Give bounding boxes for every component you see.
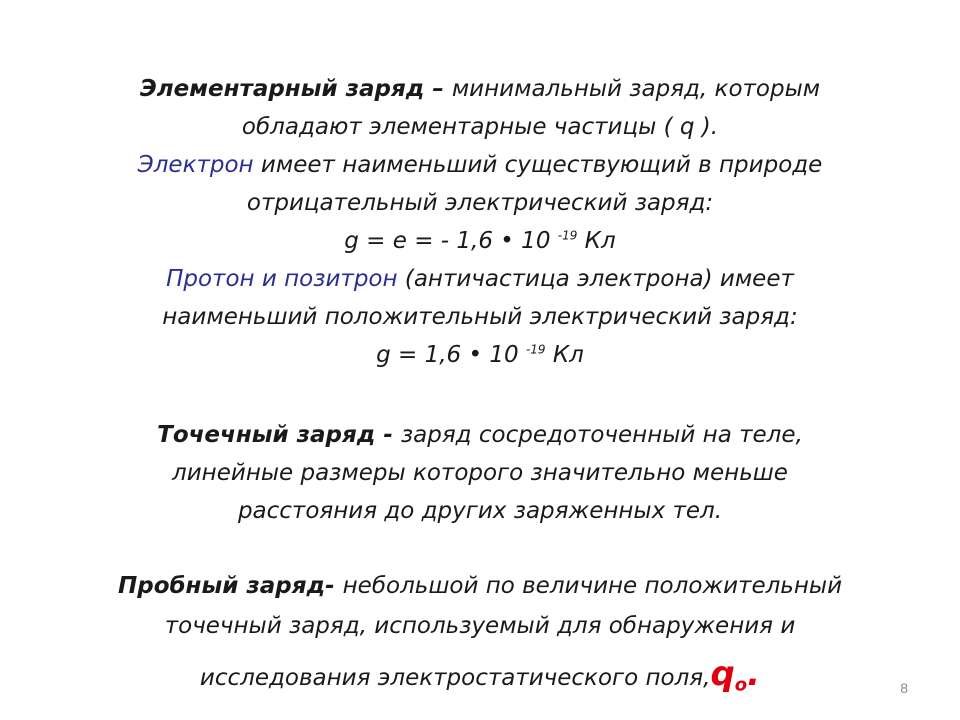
- test-charge-symbol: q: [710, 654, 735, 694]
- point-charge-def-1: заряд сосредоточенный на теле,: [400, 422, 803, 448]
- point-charge-def-3: расстояния до других заряженных тел.: [237, 498, 723, 524]
- point-charge-term: Точечный заряд -: [157, 422, 401, 448]
- proton-rest-1: (античастица электрона) имеет: [397, 266, 794, 292]
- electron-formula-unit: Кл: [577, 228, 616, 254]
- point-charge-line-2: [0, 456, 960, 490]
- test-charge-term: Пробный заряд-: [117, 573, 343, 599]
- proton-def-2: наименьший положительный электрический заряд:: [162, 304, 798, 330]
- elementary-line-2: [0, 110, 960, 144]
- proton-formula-unit: Кл: [545, 342, 584, 368]
- test-charge-line-3: [0, 654, 960, 696]
- point-charge-line-1: [0, 418, 960, 452]
- elementary-def-2: обладают элементарные частицы ( q ).: [241, 114, 719, 140]
- elementary-def-1: минимальный заряд, которым: [451, 76, 821, 102]
- point-charge-def-2: линейные размеры которого значительно меньше: [172, 460, 788, 486]
- proton-formula-main: g = 1,6 • 10: [376, 342, 526, 368]
- electron-rest-1: имеет наименьший существующий в природе: [253, 152, 823, 178]
- page-number: 8: [900, 680, 908, 696]
- electron-formula: [0, 224, 960, 258]
- test-charge-symbol-subscript: o: [734, 674, 748, 696]
- proton-formula: [0, 338, 960, 372]
- electron-formula-exponent: -19: [557, 228, 578, 243]
- proton-formula-exponent: -19: [525, 342, 546, 357]
- proton-name: Протон и позитрон: [166, 266, 398, 292]
- proton-line-1: [0, 262, 960, 296]
- elementary-line-1: [0, 72, 960, 106]
- electron-line-1: [0, 148, 960, 182]
- point-charge-line-3: [0, 494, 960, 528]
- electron-line-2: [0, 186, 960, 220]
- test-charge-symbol-dot: .: [747, 654, 761, 694]
- electron-def-2: отрицательный электрический заряд:: [246, 190, 714, 216]
- electron-name: Электрон: [137, 152, 254, 178]
- test-charge-def-2: точечный заряд, используемый для обнаружения и: [164, 613, 796, 639]
- electron-formula-main: g = e = - 1,6 • 10: [344, 228, 558, 254]
- test-charge-line-2: [0, 609, 960, 643]
- proton-line-2: [0, 300, 960, 334]
- test-charge-def-1: небольшой по величине положительный: [342, 573, 843, 599]
- elementary-term: Элементарный заряд –: [139, 76, 452, 102]
- test-charge-line-1: [0, 569, 960, 603]
- test-charge-def-3: исследования электростатического поля,: [199, 665, 711, 691]
